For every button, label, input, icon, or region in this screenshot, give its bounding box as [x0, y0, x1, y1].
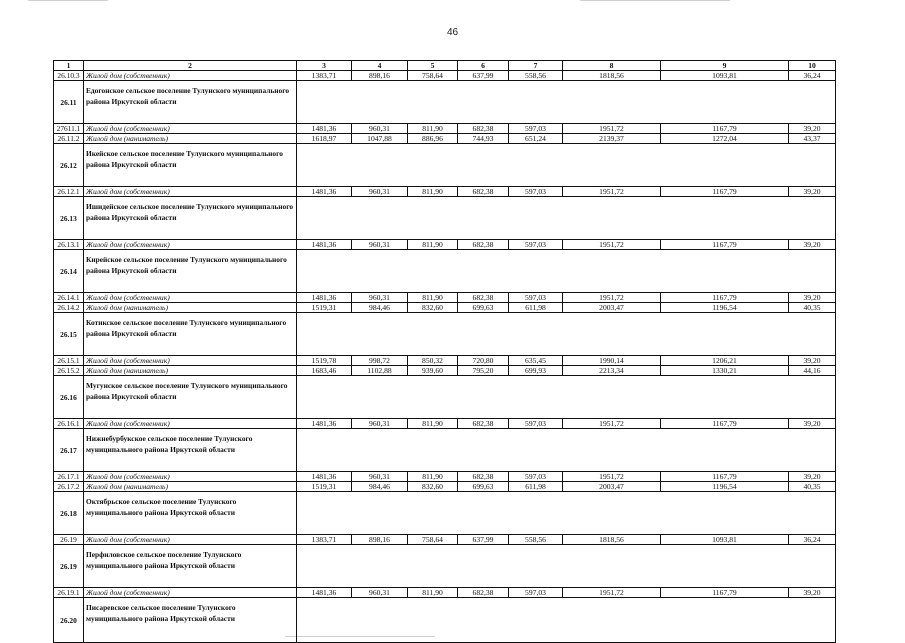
section-blank — [297, 144, 836, 187]
row-value: 1206,21 — [661, 356, 789, 366]
section-code: 26.20 — [54, 598, 84, 643]
row-value: 811,90 — [408, 240, 458, 250]
row-value: 811,90 — [408, 419, 458, 429]
row-name: Жилой дом (наниматель) — [84, 303, 297, 313]
section-code: 26.15 — [54, 313, 84, 356]
row-value: 2139,37 — [563, 134, 661, 144]
row-value: 960,31 — [352, 124, 408, 134]
row-value: 682,38 — [458, 293, 509, 303]
row-value: 1519,78 — [297, 356, 352, 366]
row-value: 651,24 — [509, 134, 563, 144]
row-code: 26.17.1 — [54, 472, 84, 482]
row-value: 886,96 — [408, 134, 458, 144]
section-code: 26.16 — [54, 376, 84, 419]
section-blank — [297, 492, 836, 535]
row-value: 1167,79 — [661, 124, 789, 134]
row-value: 1951,72 — [563, 240, 661, 250]
header-cell: 3 — [297, 61, 352, 71]
section-title: Ишидейское сельское поселение Тулунского муниципального района Иркутской области — [84, 197, 297, 240]
row-value: 1047,88 — [352, 134, 408, 144]
row-value: 1481,36 — [297, 419, 352, 429]
row-value: 2003,47 — [563, 482, 661, 492]
row-value: 39,20 — [789, 419, 836, 429]
row-value: 597,03 — [509, 240, 563, 250]
row-value: 795,20 — [458, 366, 509, 376]
row-value: 597,03 — [509, 293, 563, 303]
row-value: 1481,36 — [297, 293, 352, 303]
row-name: Жилой дом (собственник) — [84, 419, 297, 429]
row-value: 597,03 — [509, 187, 563, 197]
row-value: 611,98 — [509, 482, 563, 492]
header-cell: 1 — [54, 61, 84, 71]
row-value: 39,20 — [789, 588, 836, 598]
row-value: 1818,56 — [563, 71, 661, 81]
row-value: 597,03 — [509, 588, 563, 598]
row-value: 39,20 — [789, 124, 836, 134]
row-name: Жилой дом (собственник) — [84, 187, 297, 197]
row-value: 1951,72 — [563, 472, 661, 482]
row-value: 40,35 — [789, 303, 836, 313]
row-value: 40,35 — [789, 482, 836, 492]
row-value: 960,31 — [352, 240, 408, 250]
row-value: 611,98 — [509, 303, 563, 313]
row-name: Жилой дом (собственник) — [84, 535, 297, 545]
section-blank — [297, 81, 836, 124]
row-name: Жилой дом (собственник) — [84, 293, 297, 303]
row-name: Жилой дом (наниматель) — [84, 134, 297, 144]
section-blank — [297, 197, 836, 240]
row-value: 1196,54 — [661, 482, 789, 492]
row-value: 960,31 — [352, 588, 408, 598]
row-value: 558,56 — [509, 535, 563, 545]
row-value: 1951,72 — [563, 588, 661, 598]
section-title: Нижнебурбукское сельское поселение Тулунского муниципального района Иркутской области — [84, 429, 297, 472]
row-code: 26.17.2 — [54, 482, 84, 492]
header-cell: 8 — [563, 61, 661, 71]
section-title: Кирейское сельское поселение Тулунского муниципального района Иркутской области — [84, 250, 297, 293]
row-code: 26.19 — [54, 535, 84, 545]
row-value: 635,45 — [509, 356, 563, 366]
row-value: 682,38 — [458, 240, 509, 250]
row-value: 1093,81 — [661, 71, 789, 81]
row-value: 1481,36 — [297, 187, 352, 197]
table-row — [54, 293, 836, 303]
row-code: 26.11.2 — [54, 134, 84, 144]
row-code: 26.15.2 — [54, 366, 84, 376]
row-value: 597,03 — [509, 472, 563, 482]
row-value: 637,99 — [458, 535, 509, 545]
row-code: 27611.1 — [54, 124, 84, 134]
row-value: 682,38 — [458, 419, 509, 429]
table-row — [54, 366, 836, 376]
row-value: 1102,88 — [352, 366, 408, 376]
row-value: 39,20 — [789, 293, 836, 303]
row-value: 960,31 — [352, 187, 408, 197]
row-value: 811,90 — [408, 187, 458, 197]
row-value: 682,38 — [458, 124, 509, 134]
row-value: 558,56 — [509, 71, 563, 81]
row-value: 1519,31 — [297, 303, 352, 313]
header-cell: 9 — [661, 61, 789, 71]
row-value: 998,72 — [352, 356, 408, 366]
table-row — [54, 535, 836, 545]
table-row — [54, 419, 836, 429]
row-value: 960,31 — [352, 419, 408, 429]
row-code: 26.14.2 — [54, 303, 84, 313]
row-name: Жилой дом (собственник) — [84, 240, 297, 250]
row-value: 939,60 — [408, 366, 458, 376]
scan-artifact-top-right — [580, 0, 730, 1]
row-name: Жилой дом (собственник) — [84, 124, 297, 134]
section-blank — [297, 429, 836, 472]
row-value: 960,31 — [352, 472, 408, 482]
row-value: 39,20 — [789, 187, 836, 197]
header-cell: 10 — [789, 61, 836, 71]
row-value: 637,99 — [458, 71, 509, 81]
row-name: Жилой дом (собственник) — [84, 588, 297, 598]
row-value: 1951,72 — [563, 187, 661, 197]
row-value: 832,60 — [408, 482, 458, 492]
table-row — [54, 124, 836, 134]
row-name: Жилой дом (наниматель) — [84, 482, 297, 492]
header-cell: 6 — [458, 61, 509, 71]
row-value: 1990,14 — [563, 356, 661, 366]
table-body — [54, 61, 836, 643]
row-value: 1167,79 — [661, 187, 789, 197]
row-value: 1383,71 — [297, 535, 352, 545]
header-cell: 5 — [408, 61, 458, 71]
row-value: 1481,36 — [297, 472, 352, 482]
header-cell: 2 — [84, 61, 297, 71]
row-value: 720,80 — [458, 356, 509, 366]
table-row — [54, 134, 836, 144]
row-value: 1330,21 — [661, 366, 789, 376]
row-value: 43,37 — [789, 134, 836, 144]
section-title: Икейское сельское поселение Тулунского муниципального района Иркутской области — [84, 144, 297, 187]
row-value: 811,90 — [408, 472, 458, 482]
row-value: 1272,04 — [661, 134, 789, 144]
row-value: 699,63 — [458, 303, 509, 313]
row-value: 1167,79 — [661, 472, 789, 482]
section-title: Перфиловское сельское поселение Тулунского муниципального района Иркутской области — [84, 545, 297, 588]
section-code: 26.14 — [54, 250, 84, 293]
row-value: 1519,31 — [297, 482, 352, 492]
row-value: 36,24 — [789, 71, 836, 81]
row-value: 1618,97 — [297, 134, 352, 144]
row-value: 2003,47 — [563, 303, 661, 313]
row-value: 1167,79 — [661, 588, 789, 598]
section-row — [54, 313, 836, 356]
header-cell: 7 — [509, 61, 563, 71]
row-value: 1683,46 — [297, 366, 352, 376]
row-value: 1951,72 — [563, 124, 661, 134]
table-row — [54, 356, 836, 366]
row-value: 682,38 — [458, 588, 509, 598]
row-value: 39,20 — [789, 356, 836, 366]
row-value: 898,16 — [352, 535, 408, 545]
row-name: Жилой дом (собственник) — [84, 356, 297, 366]
page-number: 46 — [446, 27, 459, 38]
row-value: 960,31 — [352, 293, 408, 303]
row-code: 26.13.1 — [54, 240, 84, 250]
row-value: 682,38 — [458, 187, 509, 197]
section-row — [54, 492, 836, 535]
row-value: 699,93 — [509, 366, 563, 376]
row-value: 984,46 — [352, 482, 408, 492]
row-value: 36,24 — [789, 535, 836, 545]
row-value: 744,93 — [458, 134, 509, 144]
section-code: 26.19 — [54, 545, 84, 588]
header-row — [54, 61, 836, 71]
row-value: 850,32 — [408, 356, 458, 366]
row-code: 26.14.1 — [54, 293, 84, 303]
section-title: Писаревское сельское поселение Тулунского муниципального района Иркутской области — [84, 598, 297, 643]
row-value: 39,20 — [789, 472, 836, 482]
row-value: 597,03 — [509, 124, 563, 134]
table-row — [54, 303, 836, 313]
row-value: 1481,36 — [297, 588, 352, 598]
row-value: 1481,36 — [297, 240, 352, 250]
row-value: 1167,79 — [661, 419, 789, 429]
table-row — [54, 482, 836, 492]
row-name: Жилой дом (собственник) — [84, 472, 297, 482]
row-value: 1818,56 — [563, 535, 661, 545]
row-value: 811,90 — [408, 588, 458, 598]
row-value: 1481,36 — [297, 124, 352, 134]
row-value: 2213,34 — [563, 366, 661, 376]
section-title: Мугунское сельское поселение Тулунского муниципального района Иркутской области — [84, 376, 297, 419]
row-value: 1167,79 — [661, 293, 789, 303]
row-code: 26.15.1 — [54, 356, 84, 366]
row-value: 597,03 — [509, 419, 563, 429]
section-row — [54, 197, 836, 240]
scan-artifact-top-left — [28, 0, 108, 1]
section-blank — [297, 545, 836, 588]
row-code: 26.19.1 — [54, 588, 84, 598]
row-value: 811,90 — [408, 293, 458, 303]
section-row — [54, 376, 836, 419]
row-value: 832,60 — [408, 303, 458, 313]
section-code: 26.11 — [54, 81, 84, 124]
section-code: 26.13 — [54, 197, 84, 240]
row-value: 1951,72 — [563, 293, 661, 303]
section-row — [54, 598, 836, 643]
table-row — [54, 71, 836, 81]
row-name: Жилой дом (собственник) — [84, 71, 297, 81]
section-row — [54, 81, 836, 124]
row-value: 1383,71 — [297, 71, 352, 81]
row-value: 39,20 — [789, 240, 836, 250]
section-blank — [297, 376, 836, 419]
row-value: 1951,72 — [563, 419, 661, 429]
header-cell: 4 — [352, 61, 408, 71]
row-value: 1196,54 — [661, 303, 789, 313]
row-value: 1167,79 — [661, 240, 789, 250]
row-value: 682,38 — [458, 472, 509, 482]
row-value: 44,16 — [789, 366, 836, 376]
section-code: 26.12 — [54, 144, 84, 187]
section-row — [54, 250, 836, 293]
table-row — [54, 187, 836, 197]
section-title: Едогонское сельское поселение Тулунского муниципального района Иркутской области — [84, 81, 297, 124]
row-code: 26.10.3 — [54, 71, 84, 81]
section-row — [54, 144, 836, 187]
section-blank — [297, 250, 836, 293]
row-code: 26.12.1 — [54, 187, 84, 197]
section-blank — [297, 313, 836, 356]
row-value: 758,64 — [408, 71, 458, 81]
section-code: 26.18 — [54, 492, 84, 535]
row-name: Жилой дом (наниматель) — [84, 366, 297, 376]
tariff-table — [53, 60, 836, 643]
section-blank — [297, 598, 836, 643]
row-value: 1093,81 — [661, 535, 789, 545]
table-row — [54, 588, 836, 598]
row-value: 699,63 — [458, 482, 509, 492]
row-value: 898,16 — [352, 71, 408, 81]
row-value: 811,90 — [408, 124, 458, 134]
row-value: 758,64 — [408, 535, 458, 545]
section-row — [54, 545, 836, 588]
table-row — [54, 240, 836, 250]
row-code: 26.16.1 — [54, 419, 84, 429]
section-row — [54, 429, 836, 472]
row-value: 984,46 — [352, 303, 408, 313]
section-code: 26.17 — [54, 429, 84, 472]
section-title: Котикское сельское поселение Тулунского муниципального района Иркутской области — [84, 313, 297, 356]
section-title: Октябрьское сельское поселение Тулунского муниципального района Иркутской области — [84, 492, 297, 535]
table-row — [54, 472, 836, 482]
